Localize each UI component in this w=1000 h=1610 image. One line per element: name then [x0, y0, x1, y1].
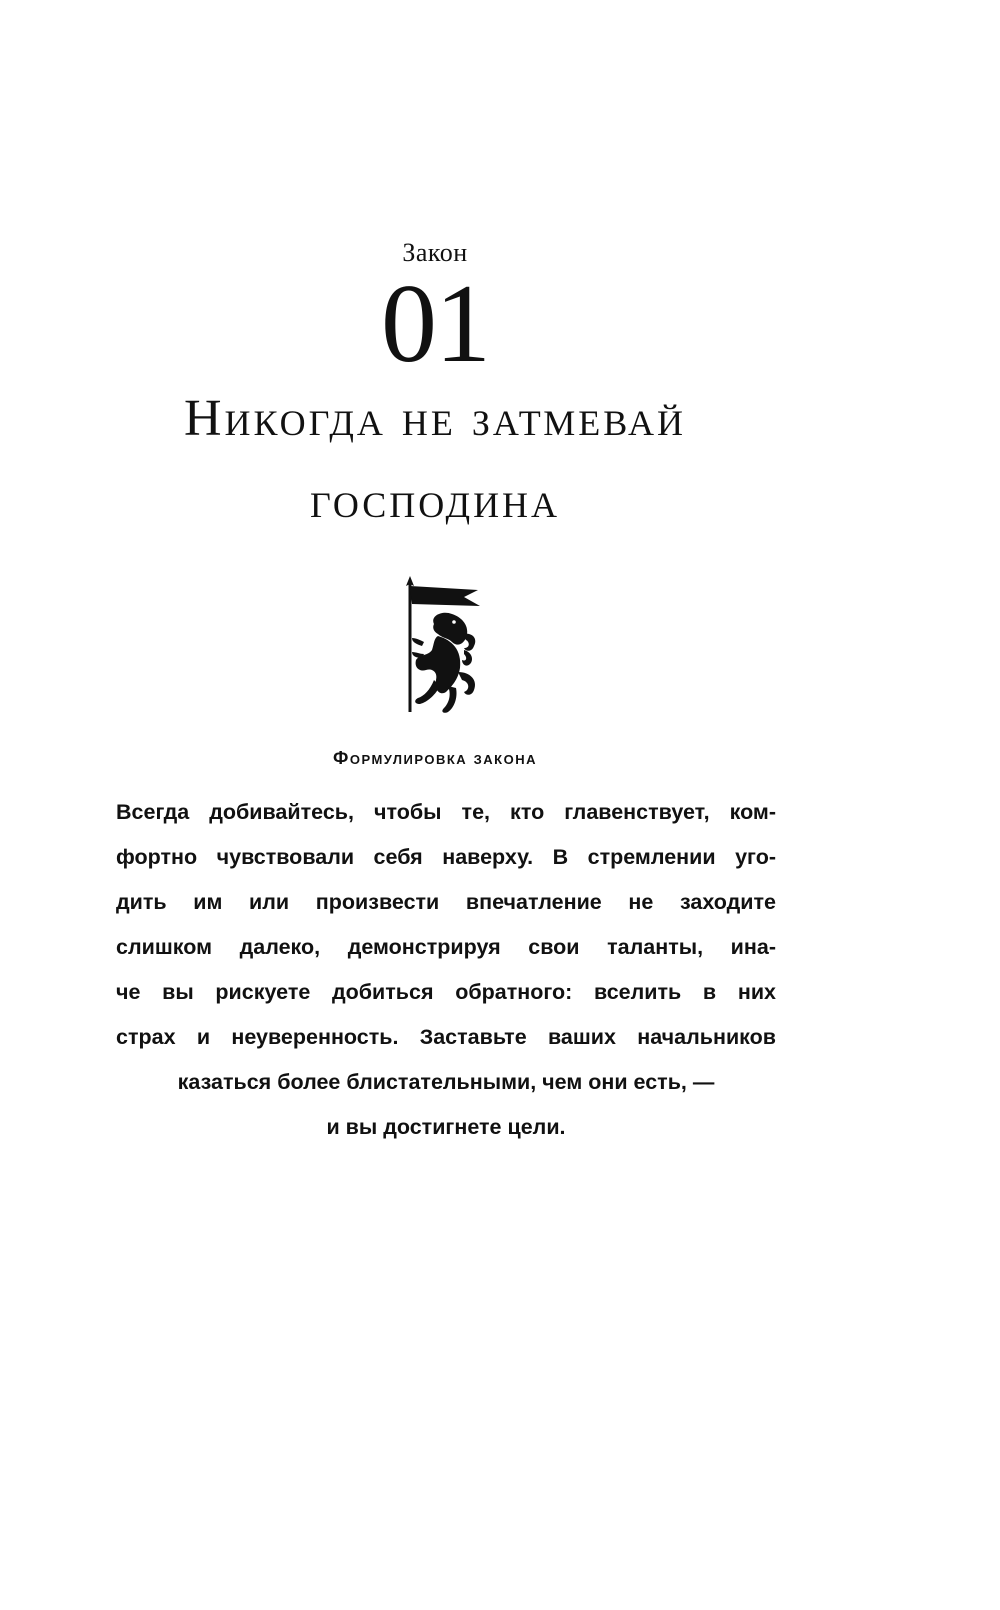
- chapter-title: [0, 378, 870, 542]
- law-text-line: Всегда добивайтесь, чтобы те, кто главенствует, ком-: [116, 800, 776, 824]
- law-text-line: фортно чувствовали себя наверху. В стремлении уго-: [116, 845, 776, 869]
- lion-banner-icon: [400, 576, 490, 716]
- law-text-line: казаться более блистательными, чем они есть, —: [177, 1070, 715, 1094]
- chapter-number: 01: [381, 262, 489, 386]
- law-text-line: и вы достигнете цели.: [326, 1115, 566, 1139]
- chapter-label: Закон: [402, 238, 468, 267]
- chapter-title-line-2: господина: [309, 472, 561, 529]
- law-text-line: слишком далеко, демонстрируя свои таланты, ина-: [116, 935, 776, 959]
- law-statement-text: [116, 790, 776, 1150]
- law-text-line: дить им или произвести впечатление не заходите: [116, 890, 776, 914]
- law-text-line: страх и неуверенность. Заставьте ваших начальников: [116, 1025, 776, 1049]
- law-text-line: че вы рискуете добиться обратного: вселить в них: [116, 980, 776, 1004]
- law-statement-heading: Формулировка закона: [332, 748, 538, 768]
- chapter-title-line-1: Никогда не затмевай: [184, 390, 686, 447]
